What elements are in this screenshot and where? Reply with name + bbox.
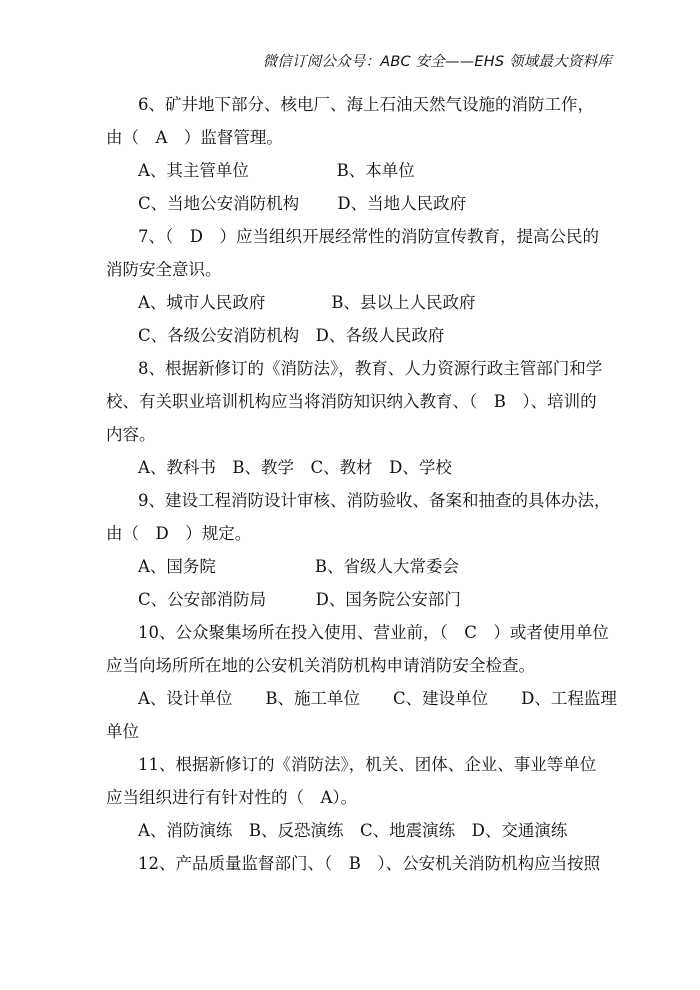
question-8-line-3: 内容。 <box>106 425 156 444</box>
question-9-options-ab: A、国务院 B、省级人大常委会 <box>138 557 460 576</box>
question-11-line-1: 11、根据新修订的《消防法》，机关、团体、企业、事业等单位 <box>138 755 597 774</box>
question-10-line-2: 应当向场所所在地的公安机关消防机构申请消防安全检查。 <box>106 656 535 675</box>
question-9-line-2: 由（ D ）规定。 <box>106 524 252 543</box>
question-8-line-2: 校、有关职业培训机构应当将消防知识纳入教育、（ B ）、培训的 <box>106 392 597 411</box>
question-6-line-2: 由（ A ）监督管理。 <box>106 128 283 147</box>
question-10-options-cont: 单位 <box>106 722 139 741</box>
question-8-line-1: 8、根据新修订的《消防法》，教育、人力资源行政主管部门和学 <box>138 359 603 378</box>
question-6-options-ab: A、其主管单位 B、本单位 <box>138 161 415 180</box>
question-6-options-cd: C、当地公安消防机构 D、当地人民政府 <box>138 194 467 213</box>
question-7-line-2: 消防安全意识。 <box>106 260 222 279</box>
question-7-options-cd: C、各级公安消防机构 D、各级人民政府 <box>138 326 445 345</box>
question-7-options-ab: A、城市人民政府 B、县以上人民政府 <box>138 293 476 312</box>
question-7-line-1: 7、（ D ）应当组织开展经常性的消防宣传教育，提高公民的 <box>138 227 599 246</box>
question-9-options-cd: C、公安部消防局 D、国务院公安部门 <box>138 590 461 609</box>
question-10-line-1: 10、公众聚集场所在投入使用、营业前，（ C ）或者使用单位 <box>138 623 609 642</box>
page-header: 微信订阅公众号：ABC 安全——EHS 领域最大资料库 <box>262 54 612 70</box>
question-10-options: A、设计单位 B、施工单位 C、建设单位 D、工程监理 <box>138 689 617 708</box>
question-12-line-1: 12、产品质量监督部门、（ B ）、公安机关消防机构应当按照 <box>138 854 601 873</box>
document-body <box>106 88 617 880</box>
question-11-line-2: 应当组织进行有针对性的（ A）。 <box>106 788 358 807</box>
question-11-options: A、消防演练 B、反恐演练 C、地震演练 D、交通演练 <box>138 821 568 840</box>
question-6-line-1: 6、矿井地下部分、核电厂、海上石油天然气设施的消防工作， <box>138 95 594 114</box>
question-9-line-1: 9、建设工程消防设计审核、消防验收、备案和抽查的具体办法， <box>138 491 611 510</box>
question-8-options: A、教科书 B、教学 C、教材 D、学校 <box>138 458 452 477</box>
